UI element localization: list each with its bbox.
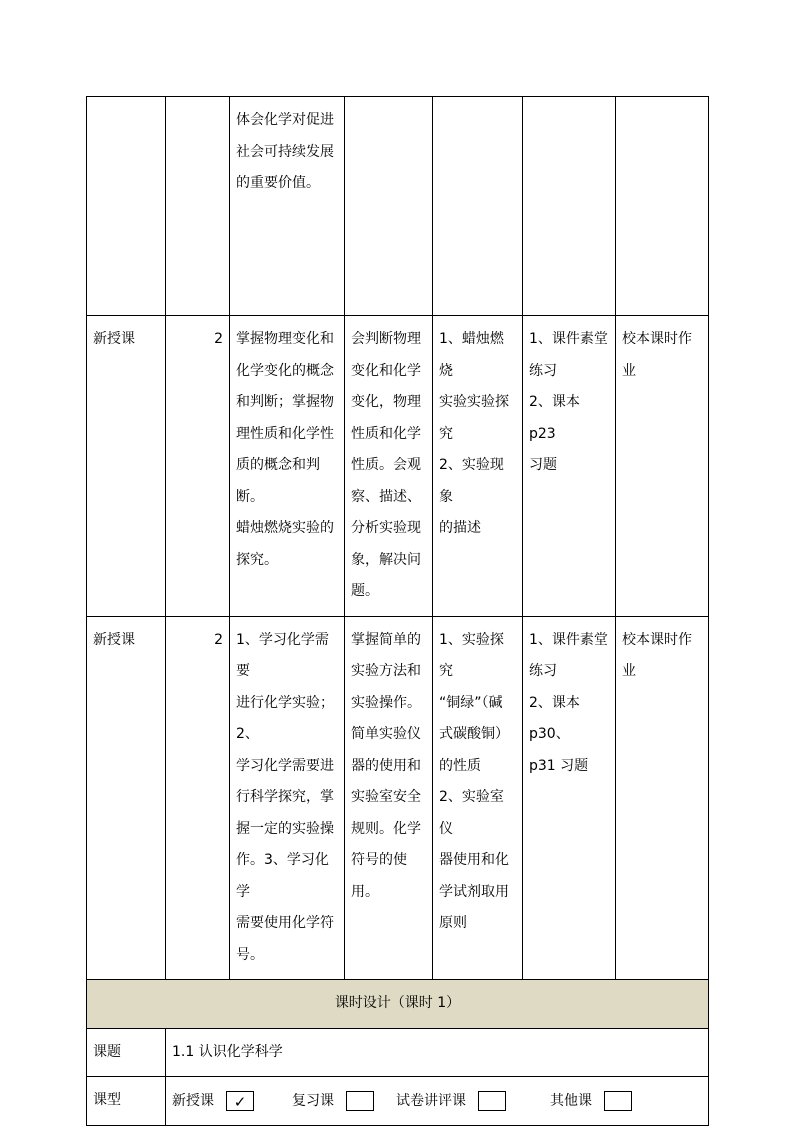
cell-line: 实验室安全 xyxy=(351,789,421,805)
cell-line: 行科学探究，掌 xyxy=(236,789,334,805)
option-label: 新授课 xyxy=(172,1092,214,1109)
class-hours-cell: 2 xyxy=(166,616,230,980)
cell-line: p31 习题 xyxy=(529,757,589,774)
cell-line: 器的使用和 xyxy=(351,757,421,774)
design-title: 课时设计（课时 1） xyxy=(87,980,709,1029)
course-type-option-other xyxy=(550,1091,632,1111)
course-type-options xyxy=(166,1077,709,1126)
cell-line: 规则。化学 xyxy=(351,820,421,837)
cell-line: 习题 xyxy=(529,457,557,473)
cell-line: 原则 xyxy=(439,915,467,931)
cell-line: 变化，物理 xyxy=(351,394,421,410)
cell-line: 1、实验探究 xyxy=(439,631,504,679)
cell-line: 掌握简单的 xyxy=(351,631,421,648)
schedule-row xyxy=(87,616,709,980)
cell-line: 分析实验现 xyxy=(351,520,421,536)
cell-line: 2、课本 p23 xyxy=(529,394,580,442)
option-label: 其他课 xyxy=(550,1092,592,1109)
cell-line: 握一定的实验操 xyxy=(236,820,334,837)
activities-cell xyxy=(433,616,523,980)
requirements-cell xyxy=(345,316,433,617)
cell-line: 的性质 xyxy=(439,757,481,774)
cell-line: 2、实验室仪 xyxy=(439,789,504,837)
schedule-row xyxy=(87,97,709,316)
cell-line: 探究。 xyxy=(236,551,278,568)
topic-row xyxy=(87,1028,709,1077)
cell-line: 2、课本 p30、 xyxy=(529,694,580,742)
cell-line: 业 xyxy=(622,362,636,379)
cell-line: 需要使用化学符 xyxy=(236,915,334,931)
cell-line: 简单实验仪 xyxy=(351,726,421,742)
cell-line: 1、课件素堂 xyxy=(529,331,608,347)
option-checkbox[interactable] xyxy=(478,1091,506,1111)
cell-line: 2、实验现象 xyxy=(439,457,504,505)
topic-label: 课题 xyxy=(87,1028,166,1077)
cell-line: 实验方法和 xyxy=(351,663,421,679)
schedule-row xyxy=(87,316,709,617)
cell-line: 进行化学实验；2、 xyxy=(236,694,334,742)
cell-line: 质的概念和判断。 xyxy=(236,457,320,505)
cell-line: 体会化学对促进 xyxy=(236,112,334,128)
objectives-cell xyxy=(230,97,345,316)
option-label: 试卷讲评课 xyxy=(396,1092,466,1109)
schedule-rows xyxy=(87,97,709,980)
design-banner-row xyxy=(87,980,709,1029)
cell-line: 学习化学需要进 xyxy=(236,757,334,774)
cell-line: “铜绿”（碱 xyxy=(439,694,503,711)
course-type-label: 课型 xyxy=(87,1077,166,1126)
cell-line: 1、学习化学需要 xyxy=(236,631,329,679)
topic-value: 1.1 认识化学科学 xyxy=(166,1028,709,1077)
lesson-type-cell: 新授课 xyxy=(87,616,166,980)
requirements-cell xyxy=(345,97,433,316)
cell-line: 的描述 xyxy=(439,520,481,536)
cell-line: 题。 xyxy=(351,583,379,599)
course-type-row xyxy=(87,1077,709,1126)
cell-line: 实验操作。 xyxy=(351,694,421,711)
cell-line: 业 xyxy=(622,663,636,679)
cell-line: 究 xyxy=(439,425,453,442)
lesson-plan-table xyxy=(86,96,709,1126)
cell-line: 变化和化学 xyxy=(351,362,421,379)
option-label: 复习课 xyxy=(292,1092,334,1109)
activities-cell xyxy=(433,97,523,316)
lesson-type-cell: 新授课 xyxy=(87,316,166,617)
cell-line: 1、课件素堂 xyxy=(529,631,608,648)
cell-line: 实验实验探 xyxy=(439,394,509,410)
class-hours-cell: 2 xyxy=(166,316,230,617)
cell-line: 察、描述、 xyxy=(351,488,421,505)
cell-line: 号。 xyxy=(236,946,264,963)
lesson-type-cell xyxy=(87,97,166,316)
cell-line: 符号的使用。 xyxy=(351,852,407,900)
option-checkbox[interactable] xyxy=(604,1091,632,1111)
cell-line: 练习 xyxy=(529,663,557,679)
cell-line: 理性质和化学性 xyxy=(236,425,334,442)
cell-line: 掌握物理变化和 xyxy=(236,331,334,347)
cell-line: 社会可持续发展 xyxy=(236,143,334,160)
cell-line: 蜡烛燃烧实验的 xyxy=(236,520,334,536)
cell-line: 校本课时作 xyxy=(622,331,692,347)
cell-line: 器使用和化 xyxy=(439,852,509,868)
cell-line: 和判断；掌握物 xyxy=(236,394,334,410)
cell-line: 象，解决问 xyxy=(351,551,421,568)
cell-line: 性质。会观 xyxy=(351,457,421,473)
class-hours-cell xyxy=(166,97,230,316)
cell-line: 作。3、学习化学 xyxy=(236,852,329,900)
cell-line: 练习 xyxy=(529,362,557,379)
exercises-cell xyxy=(523,616,616,980)
activities-cell xyxy=(433,316,523,617)
homework-cell xyxy=(616,616,709,980)
cell-line: 的重要价值。 xyxy=(236,175,320,191)
cell-line: 1、蜡烛燃烧 xyxy=(439,331,504,379)
requirements-cell xyxy=(345,616,433,980)
course-type-option-review xyxy=(292,1091,374,1111)
cell-line: 校本课时作 xyxy=(622,631,692,648)
cell-line: 会判断物理 xyxy=(351,331,421,347)
cell-line: 性质和化学 xyxy=(351,425,421,442)
option-checkbox[interactable] xyxy=(346,1091,374,1111)
homework-cell xyxy=(616,316,709,617)
course-type-option-exam-review xyxy=(396,1091,506,1111)
exercises-cell xyxy=(523,97,616,316)
objectives-cell xyxy=(230,316,345,617)
objectives-cell xyxy=(230,616,345,980)
cell-line: 式碳酸铜） xyxy=(439,726,509,742)
exercises-cell xyxy=(523,316,616,617)
cell-line: 学试剂取用 xyxy=(439,883,509,900)
homework-cell xyxy=(616,97,709,316)
course-type-option-new xyxy=(172,1091,254,1111)
option-checkbox[interactable]: ✓ xyxy=(226,1091,254,1111)
cell-line: 化学变化的概念 xyxy=(236,362,334,379)
